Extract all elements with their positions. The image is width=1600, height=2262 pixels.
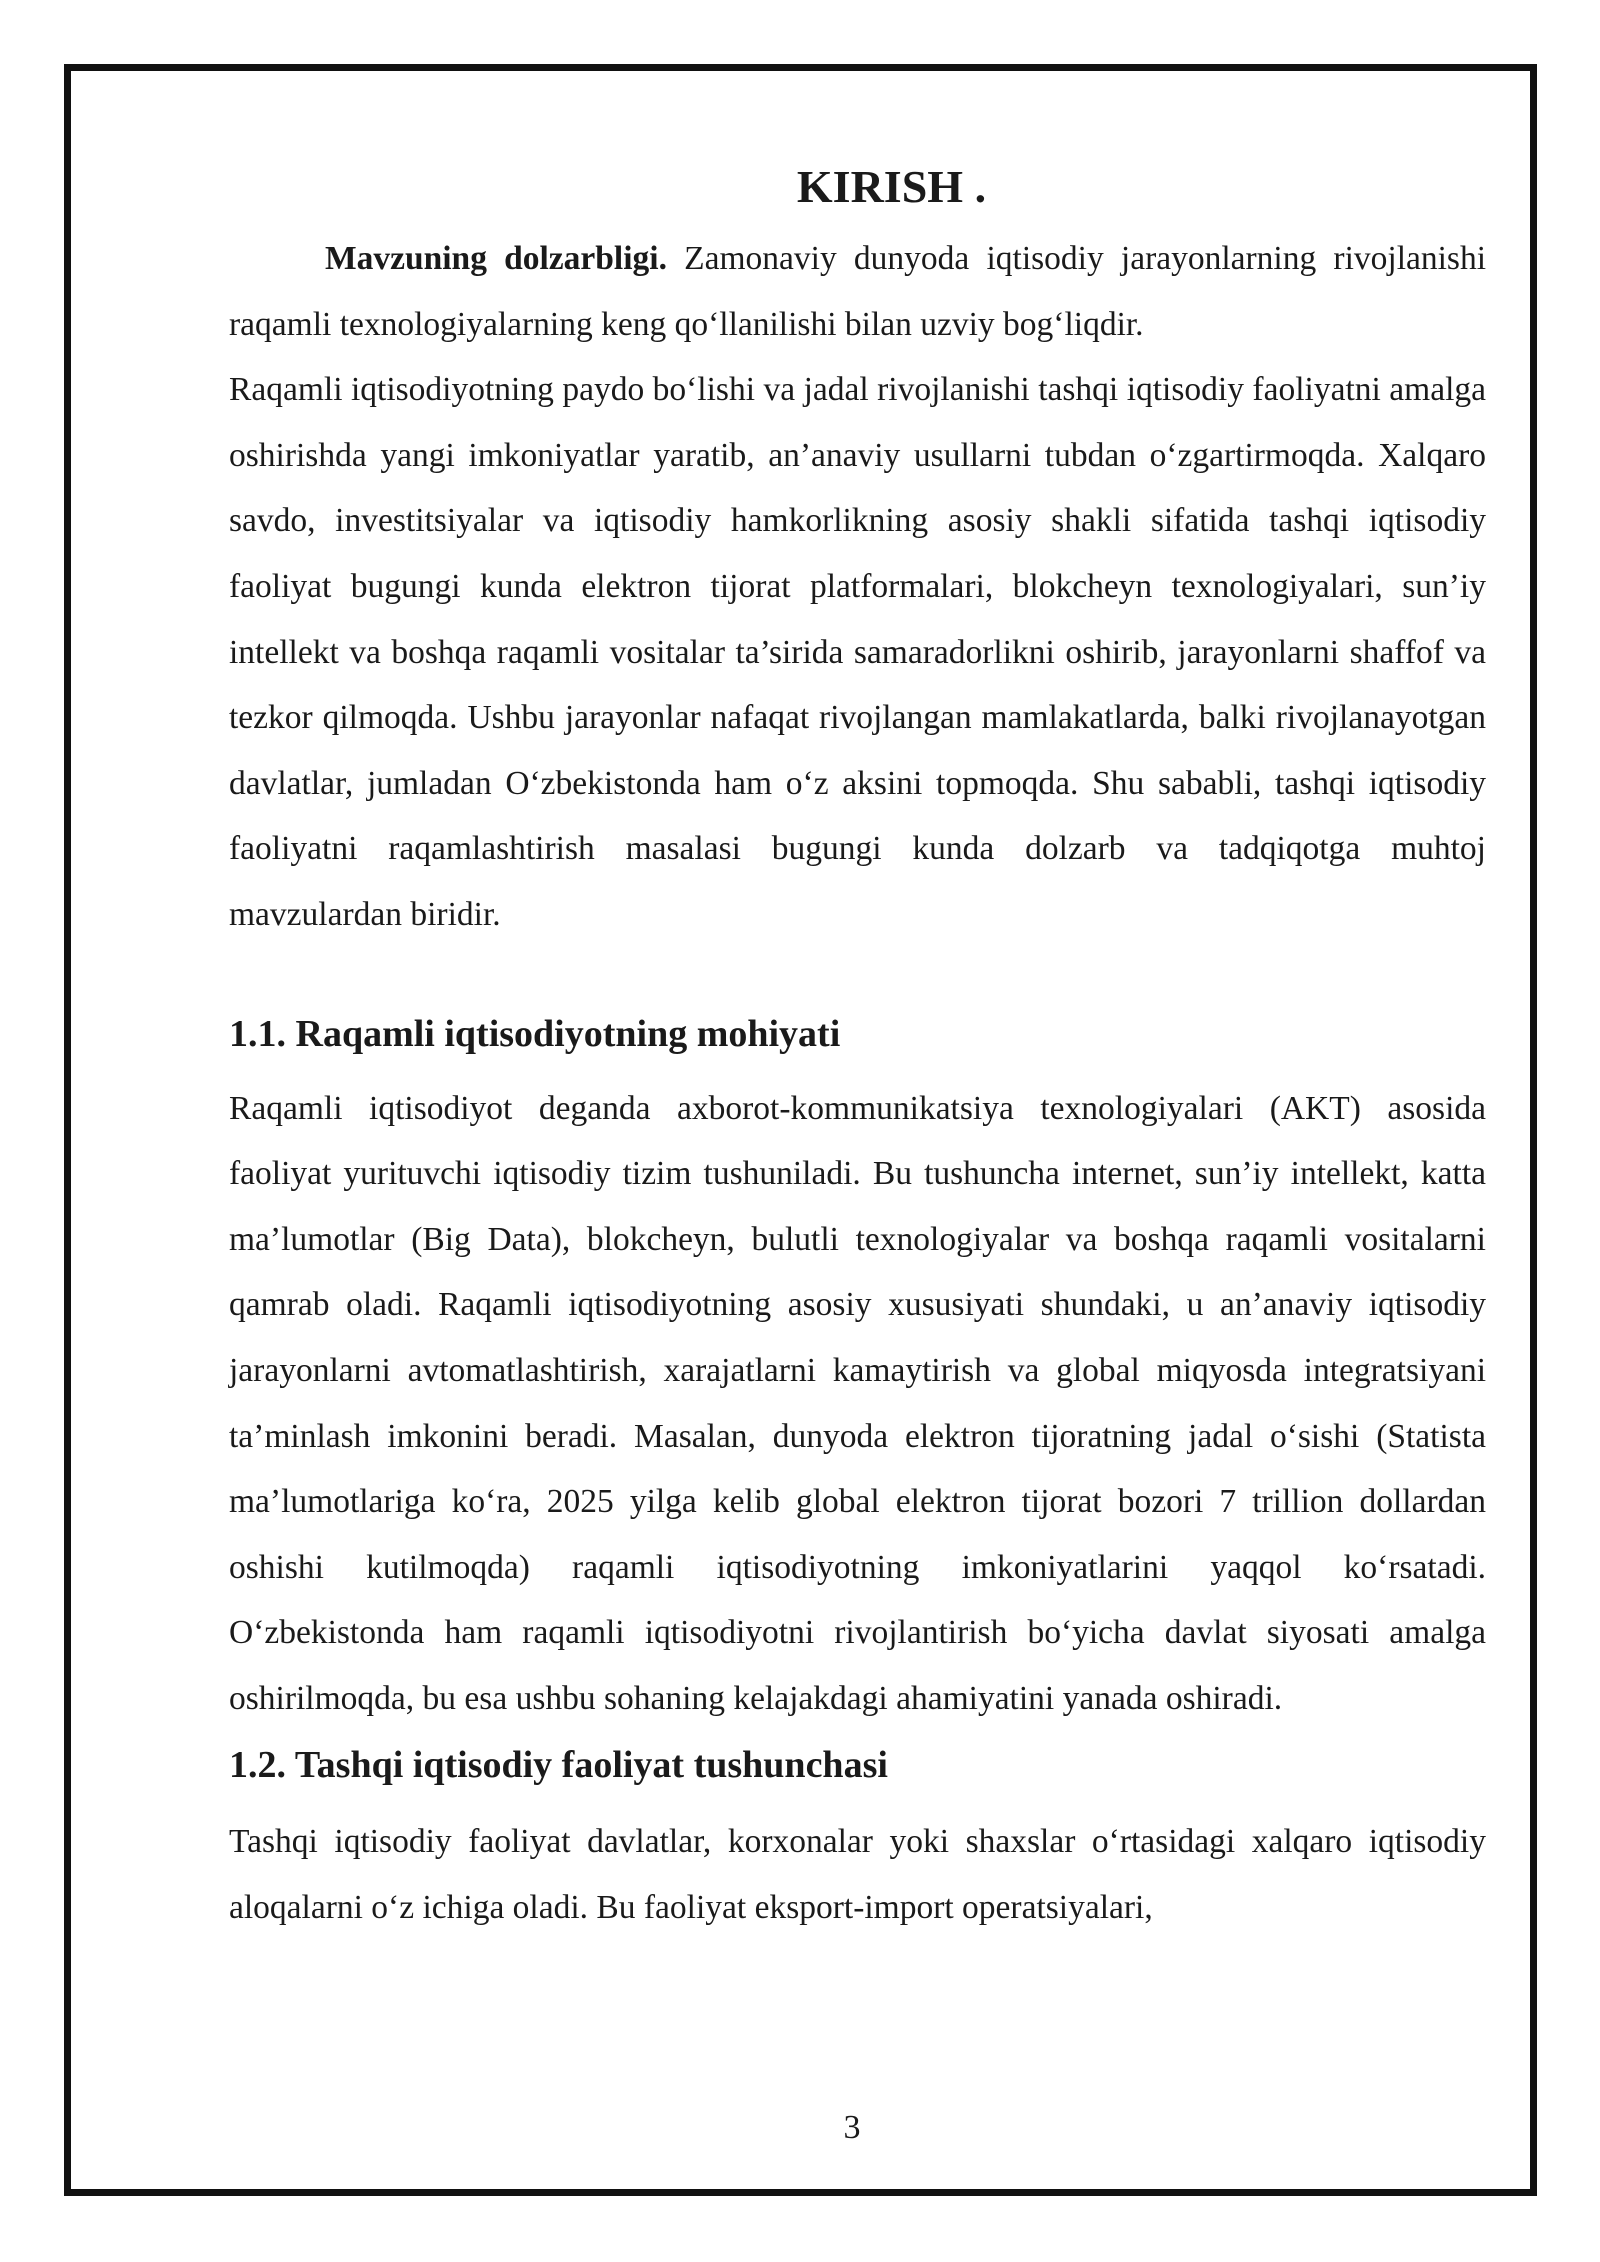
page-title: KIRISH .: [796, 161, 987, 212]
document-body: [229, 148, 1486, 1941]
section-text-1-1: Raqamli iqtisodiyot deganda axborot-kommunikatsiya texnologiyalari (AKT) asosida faoliyat yurituvchi iqtisodiy tizim tushuniladi. Bu tushuncha internet, sun’iy intellekt, katta ma’lumotlar (Big Data), blokcheyn, bulutli texnologiyalar va boshqa raqamli vositalarni qamrab oladi. Raqamli iqtisodiyotning asosiy xususiyati shundaki, u an’anaviy iqtisodiy jarayonlarni avtomatlashtirish, xarajatlarni kamaytirish va global miqyosda integratsiyani ta’minlash imkonini beradi. Masalan, dunyoda elektron tijoratning jadal o‘sishi (Statista ma’lumotlariga ko‘ra, 2025 yilga kelib global elektron tijorat bozori 7 trillion dollardan oshishi kutilmoqda) raqamli iqtisodiyotning imkoniyatlarini yaqqol ko‘rsatadi. O‘zbekistonda ham raqamli iqtisodiyotni rivojlantirish bo‘yicha davlat siyosati amalga oshirilmoqda, bu esa ushbu sohaning kelajakdagi ahamiyatini yanada oshiradi.: [229, 1089, 1486, 1717]
section-heading-1-1: 1.1. Raqamli iqtisodiyotning mohiyati: [229, 1012, 841, 1055]
page-number: 3: [843, 2109, 861, 2146]
intro-first-sentence: Zamonaviy dunyoda iqtisodiy jarayonlarning rivojlanishi raqamli texnologiyalarning keng qo‘llanilishi bilan uzviy bog‘liqdir.: [229, 240, 1487, 343]
intro-lead: Mavzuning dolzarbligi.: [325, 240, 667, 277]
section-heading-1-2: 1.2. Tashqi iqtisodiy faoliyat tushunchasi: [229, 1744, 888, 1787]
section-text-1-2: Tashqi iqtisodiy faoliyat davlatlar, korxonalar yoki shaxslar o‘rtasidagi xalqaro iqtisodiy aloqalarni o‘z ichiga oladi. Bu faoliyat eksport-import operatsiyalari,: [229, 1823, 1486, 1927]
intro-paragraph: [229, 226, 1486, 357]
intro-body: Raqamli iqtisodiyotning paydo bo‘lishi va jadal rivojlanishi tashqi iqtisodiy faoliyatni amalga oshirishda yangi imkoniyatlar yaratib, an’anaviy usullarni tubdan o‘zgartirmoqda. Xalqaro savdo, investitsiyalar va iqtisodiy hamkorlikning asosiy shakli sifatida tashqi iqtisodiy faoliyat bugungi kunda elektron tijorat platformalari, blokcheyn texnologiyalari, sun’iy intellekt va boshqa raqamli vositalar ta’sirida samaradorlikni oshirib, jarayonlarni shaffof va tezkor qilmoqda. Ushbu jarayonlar nafaqat rivojlangan mamlakatlarda, balki rivojlanayotgan davlatlar, jumladan O‘zbekistonda ham o‘z aksini topmoqda. Shu sababli, tashqi iqtisodiy faoliyatni raqamlashtirish masalasi bugungi kunda dolzarb va tadqiqotga muhtoj mavzulardan biridir.: [229, 371, 1486, 933]
